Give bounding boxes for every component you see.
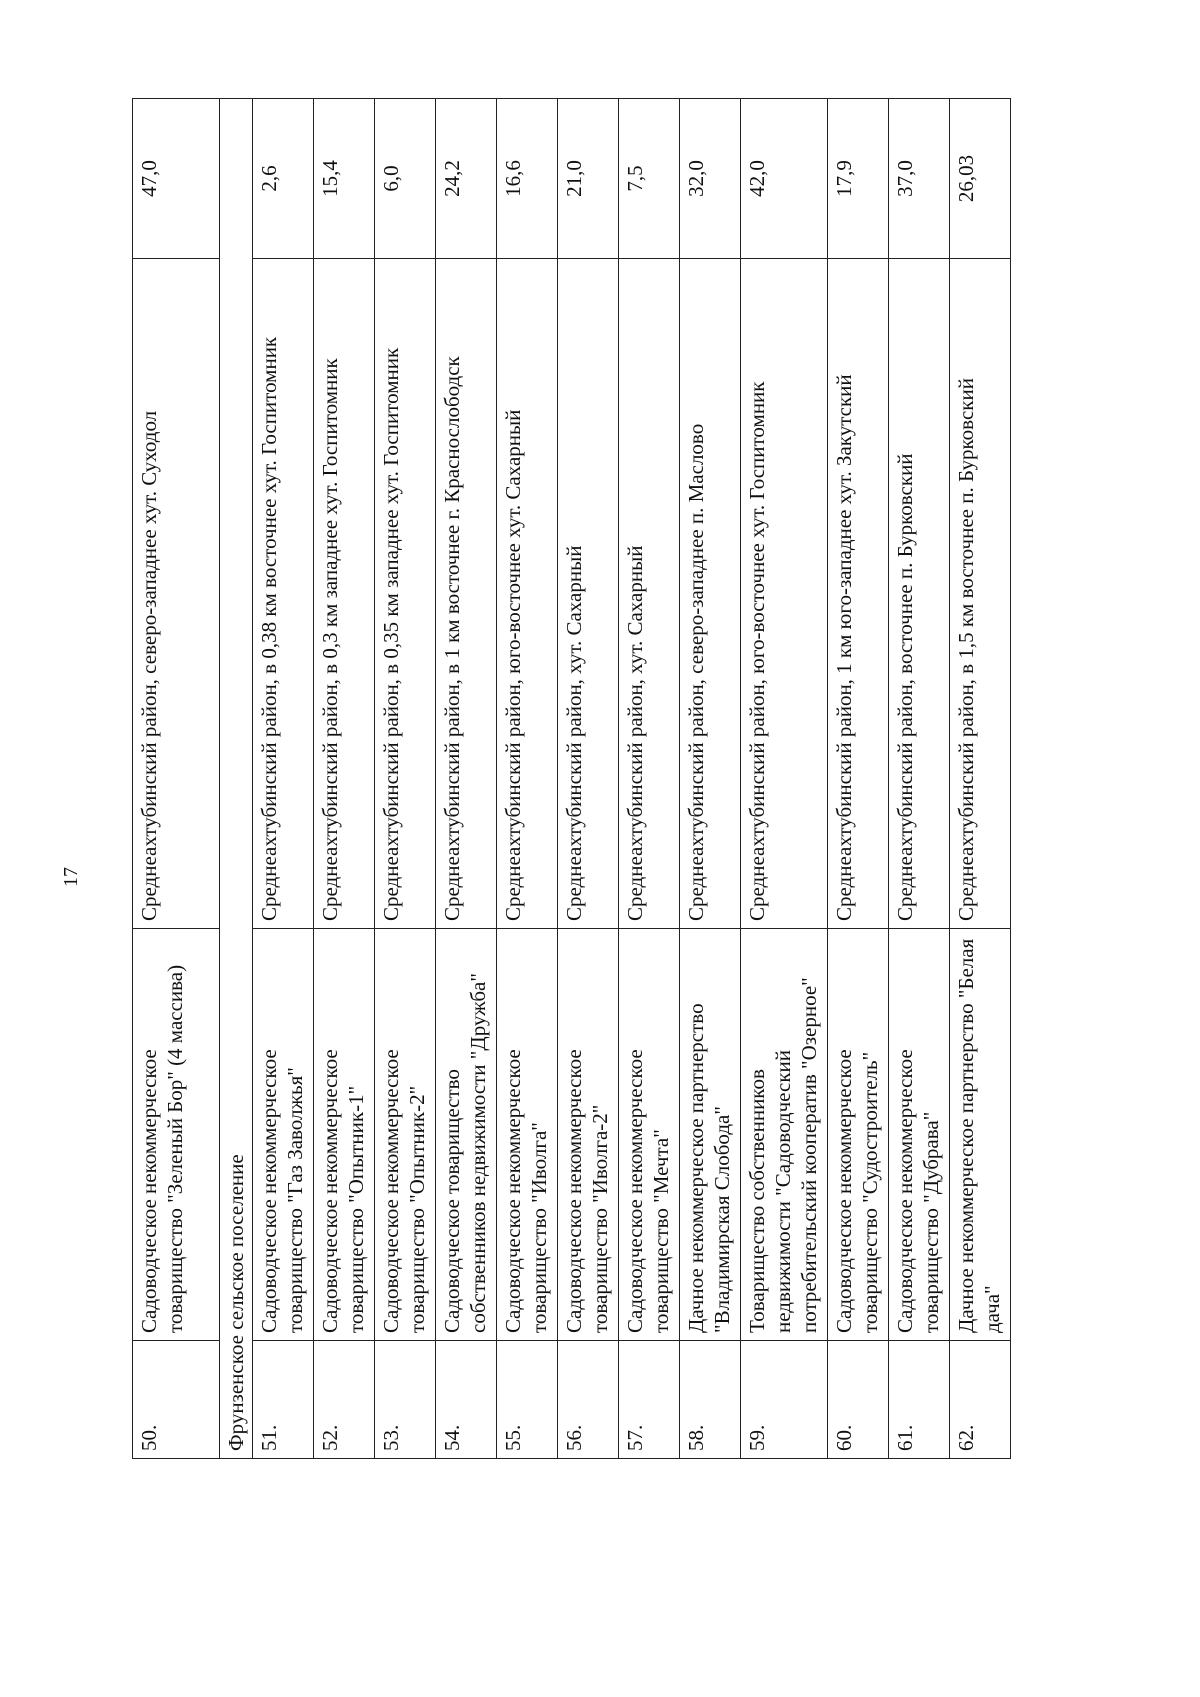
organization-name: Дачное некоммерческое партнерство "Белая дача" — [950, 929, 1011, 1341]
table-row — [558, 99, 619, 1459]
page-number: 17 — [60, 867, 82, 887]
table-row — [828, 99, 889, 1459]
location: Среднеахтубинский район, в 0,38 км восточнее хут. Госпитомник — [253, 259, 314, 929]
section-row — [220, 99, 253, 1459]
table-row — [436, 99, 497, 1459]
row-number: 61. — [889, 1341, 950, 1459]
row-number: 55. — [497, 1341, 558, 1459]
organization-name: Садоводческое некоммерческое товарищество "Судостроитель" — [828, 929, 889, 1341]
location: Среднеахтубинский район, юго-восточнее хут. Сахарный — [497, 259, 558, 929]
table-row — [889, 99, 950, 1459]
area-value: 16,6 — [497, 99, 558, 259]
location: Среднеахтубинский район, в 1,5 км восточнее п. Бурковский — [950, 259, 1011, 929]
table-row — [741, 99, 828, 1459]
row-number: 59. — [741, 1341, 828, 1459]
organization-name: Садоводческое некоммерческое товарищество "Зеленый Бор" (4 массива) — [133, 929, 220, 1341]
area-value: 15,4 — [314, 99, 375, 259]
table-row — [375, 99, 436, 1459]
location: Среднеахтубинский район, в 1 км восточнее г. Краснослободск — [436, 259, 497, 929]
registry-table-body — [133, 99, 1011, 1459]
row-number: 54. — [436, 1341, 497, 1459]
table-row — [253, 99, 314, 1459]
area-value: 47,0 — [133, 99, 220, 259]
table-row — [619, 99, 680, 1459]
row-number: 58. — [680, 1341, 741, 1459]
table-row — [680, 99, 741, 1459]
table-row — [497, 99, 558, 1459]
organization-name: Товарищество собственников недвижимости "Садоводческий потребительский кооператив "Озерное" — [741, 929, 828, 1341]
location: Среднеахтубинский район, северо-западнее п. Маслово — [680, 259, 741, 929]
table-row — [950, 99, 1011, 1459]
location: Среднеахтубинский район, хут. Сахарный — [619, 259, 680, 929]
organization-name: Дачное некоммерческое партнерство "Владимирская Слобода" — [680, 929, 741, 1341]
location: Среднеахтубинский район, в 0,3 км западнее хут. Госпитомник — [314, 259, 375, 929]
organization-name: Садоводческое некоммерческое товарищество "Газ Заволжья" — [253, 929, 314, 1341]
location: Среднеахтубинский район, юго-восточнее хут. Госпитомник — [741, 259, 828, 929]
area-value: 7,5 — [619, 99, 680, 259]
organization-name: Садоводческое некоммерческое товарищество "Мечта" — [619, 929, 680, 1341]
organization-name: Садоводческое товарищество собственников недвижимости "Дружба" — [436, 929, 497, 1341]
row-number: 53. — [375, 1341, 436, 1459]
area-value: 6,0 — [375, 99, 436, 259]
organization-name: Садоводческое некоммерческое товарищество "Иволга-2" — [558, 929, 619, 1341]
area-value: 24,2 — [436, 99, 497, 259]
row-number: 56. — [558, 1341, 619, 1459]
area-value: 2,6 — [253, 99, 314, 259]
section-title: Фрунзенское сельское поселение — [220, 99, 253, 1459]
location: Среднеахтубинский район, хут. Сахарный — [558, 259, 619, 929]
row-number: 52. — [314, 1341, 375, 1459]
area-value: 21,0 — [558, 99, 619, 259]
row-number: 60. — [828, 1341, 889, 1459]
area-value: 26,03 — [950, 99, 1011, 259]
row-number: 57. — [619, 1341, 680, 1459]
organization-name: Садоводческое некоммерческое товарищество "Дубрава" — [889, 929, 950, 1341]
location: Среднеахтубинский район, 1 км юго-западнее хут. Закутский — [828, 259, 889, 929]
organization-name: Садоводческое некоммерческое товарищество "Иволга" — [497, 929, 558, 1341]
area-value: 32,0 — [680, 99, 741, 259]
row-number: 51. — [253, 1341, 314, 1459]
area-value: 37,0 — [889, 99, 950, 259]
organization-name: Садоводческое некоммерческое товарищество "Опытник-1" — [314, 929, 375, 1341]
registry-table — [132, 98, 1011, 1459]
row-number: 50. — [133, 1341, 220, 1459]
row-number: 62. — [950, 1341, 1011, 1459]
area-value: 42,0 — [741, 99, 828, 259]
location: Среднеахтубинский район, восточнее п. Бурковский — [889, 259, 950, 929]
location: Среднеахтубинский район, в 0,35 км западнее хут. Госпитомник — [375, 259, 436, 929]
table-row — [133, 99, 220, 1459]
location: Среднеахтубинский район, северо-западнее хут. Суходол — [133, 259, 220, 929]
area-value: 17,9 — [828, 99, 889, 259]
table-row — [314, 99, 375, 1459]
organization-name: Садоводческое некоммерческое товарищество "Опытник-2" — [375, 929, 436, 1341]
